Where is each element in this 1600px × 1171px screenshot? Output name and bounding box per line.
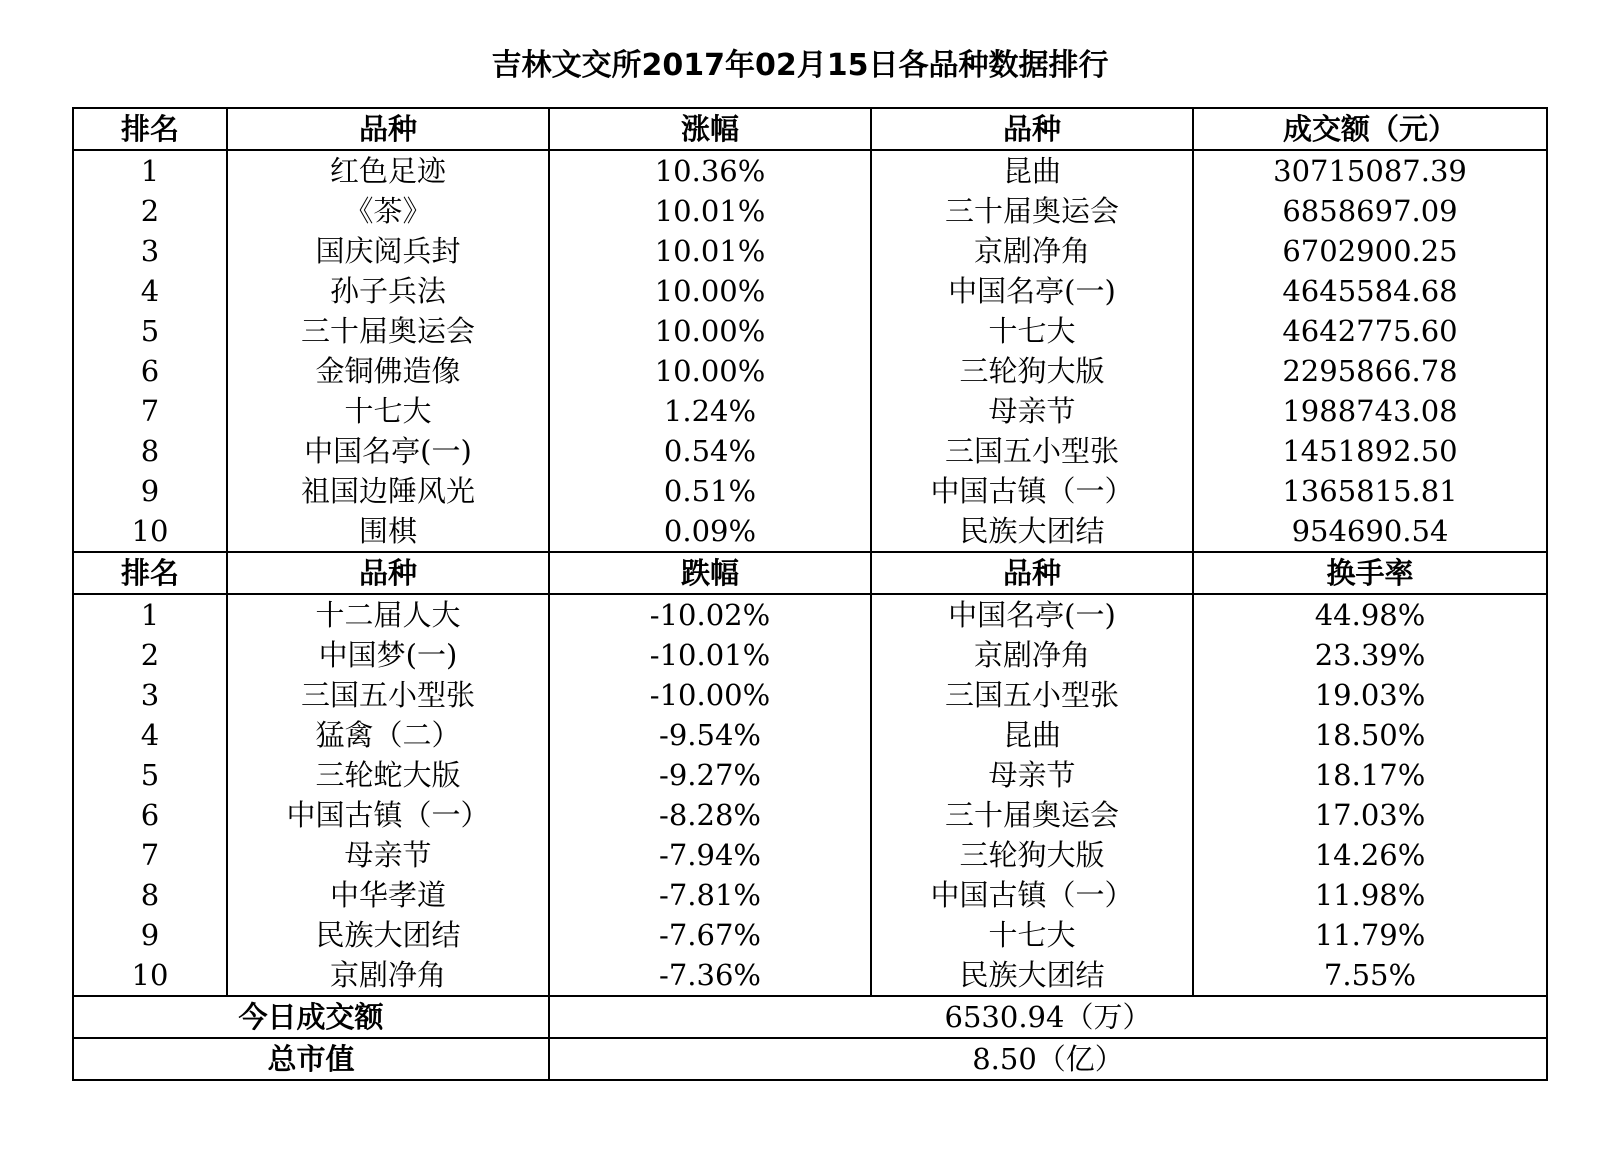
rate-cell: 18.50% <box>1193 715 1547 755</box>
page-title: 吉林文交所2017年02月15日各品种数据排行 <box>491 48 1109 83</box>
variety-cell: 祖国边陲风光 <box>227 471 549 511</box>
variety-cell: 中国名亭(一) <box>227 431 549 471</box>
table-row <box>73 715 1547 755</box>
loss-cell: -8.28% <box>549 795 871 835</box>
variety-cell: 中国名亭(一) <box>871 271 1193 311</box>
variety-cell: 中国名亭(一) <box>871 594 1193 635</box>
turnover-cell: 4642775.60 <box>1193 311 1547 351</box>
header-variety: 品种 <box>227 108 549 150</box>
gain-cell: 10.00% <box>549 351 871 391</box>
rate-cell: 18.17% <box>1193 755 1547 795</box>
rate-cell: 11.79% <box>1193 915 1547 955</box>
table-row <box>73 795 1547 835</box>
rank-cell: 1 <box>140 598 160 632</box>
variety-cell: 中国古镇（一） <box>227 795 549 835</box>
variety-cell: 京剧净角 <box>227 955 549 996</box>
today-turnover-value: 6530.94（万） <box>549 996 1547 1038</box>
turnover-cell: 1988743.08 <box>1193 391 1547 431</box>
header-rank: 排名 <box>73 552 227 594</box>
rank-cell: 4 <box>140 718 160 752</box>
table-row <box>73 231 1547 271</box>
variety-cell: 三十届奥运会 <box>227 311 549 351</box>
variety-cell: 围棋 <box>227 511 549 552</box>
today-turnover-label: 今日成交额 <box>73 996 549 1038</box>
rank-cell: 1 <box>140 154 160 188</box>
variety-cell: 三国五小型张 <box>227 675 549 715</box>
rank-cell: 8 <box>140 878 160 912</box>
variety-cell: 猛禽（二） <box>227 715 549 755</box>
table-row <box>73 755 1547 795</box>
variety-cell: 母亲节 <box>227 835 549 875</box>
market-value-row <box>73 1038 1547 1080</box>
table-row <box>73 431 1547 471</box>
table-row <box>73 351 1547 391</box>
variety-cell: 《茶》 <box>227 191 549 231</box>
gain-cell: 10.00% <box>549 311 871 351</box>
rate-cell: 14.26% <box>1193 835 1547 875</box>
table-row <box>73 471 1547 511</box>
table-row <box>73 191 1547 231</box>
rank-cell: 4 <box>140 274 160 308</box>
variety-cell: 中国古镇（一） <box>871 875 1193 915</box>
today-turnover-row <box>73 996 1547 1038</box>
gain-cell: 0.09% <box>549 511 871 552</box>
loss-cell: -10.01% <box>549 635 871 675</box>
variety-cell: 中国古镇（一） <box>871 471 1193 511</box>
variety-cell: 十七大 <box>227 391 549 431</box>
rate-cell: 11.98% <box>1193 875 1547 915</box>
rate-cell: 17.03% <box>1193 795 1547 835</box>
rank-cell: 9 <box>140 474 160 508</box>
rank-cell: 3 <box>140 234 160 268</box>
gain-cell: 0.51% <box>549 471 871 511</box>
variety-cell: 三国五小型张 <box>871 431 1193 471</box>
variety-cell: 昆曲 <box>871 150 1193 191</box>
variety-cell: 三十届奥运会 <box>871 191 1193 231</box>
rate-cell: 44.98% <box>1193 594 1547 635</box>
gain-cell: 1.24% <box>549 391 871 431</box>
rank-cell: 6 <box>140 354 160 388</box>
table-row <box>73 675 1547 715</box>
loss-cell: -9.27% <box>549 755 871 795</box>
variety-cell: 三轮狗大版 <box>871 351 1193 391</box>
turnover-cell: 954690.54 <box>1193 511 1547 552</box>
rank-cell: 7 <box>140 394 160 428</box>
gain-cell: 10.01% <box>549 231 871 271</box>
header-variety-2: 品种 <box>871 552 1193 594</box>
header-variety-2: 品种 <box>871 108 1193 150</box>
turnover-cell: 30715087.39 <box>1193 150 1547 191</box>
loss-cell: -7.94% <box>549 835 871 875</box>
market-value-label: 总市值 <box>73 1038 549 1080</box>
variety-cell: 三国五小型张 <box>871 675 1193 715</box>
variety-cell: 十二届人大 <box>227 594 549 635</box>
header-rank: 排名 <box>73 108 227 150</box>
loss-cell: -9.54% <box>549 715 871 755</box>
loss-cell: -10.00% <box>549 675 871 715</box>
gain-header-row <box>73 108 1547 150</box>
table-row <box>73 875 1547 915</box>
variety-cell: 三轮蛇大版 <box>227 755 549 795</box>
rank-cell: 2 <box>140 638 160 672</box>
rank-cell: 6 <box>140 798 160 832</box>
table-row <box>73 511 1547 552</box>
turnover-cell: 1365815.81 <box>1193 471 1547 511</box>
loss-cell: -7.67% <box>549 915 871 955</box>
variety-cell: 民族大团结 <box>871 511 1193 552</box>
turnover-cell: 2295866.78 <box>1193 351 1547 391</box>
rate-cell: 7.55% <box>1193 955 1547 996</box>
header-loss: 跌幅 <box>549 552 871 594</box>
rank-cell: 9 <box>140 918 160 952</box>
rank-cell: 2 <box>140 194 160 228</box>
variety-cell: 母亲节 <box>871 755 1193 795</box>
variety-cell: 十七大 <box>871 915 1193 955</box>
loss-cell: -7.36% <box>549 955 871 996</box>
table-row <box>73 391 1547 431</box>
ranking-table <box>72 107 1548 1081</box>
loss-header-row <box>73 552 1547 594</box>
table-row <box>73 915 1547 955</box>
table-row <box>73 311 1547 351</box>
variety-cell: 民族大团结 <box>871 955 1193 996</box>
rank-cell: 5 <box>140 758 160 792</box>
turnover-cell: 1451892.50 <box>1193 431 1547 471</box>
market-value-value: 8.50（亿） <box>549 1038 1547 1080</box>
turnover-cell: 6858697.09 <box>1193 191 1547 231</box>
gain-cell: 0.54% <box>549 431 871 471</box>
rate-cell: 19.03% <box>1193 675 1547 715</box>
turnover-cell: 6702900.25 <box>1193 231 1547 271</box>
rate-cell: 23.39% <box>1193 635 1547 675</box>
variety-cell: 中华孝道 <box>227 875 549 915</box>
variety-cell: 京剧净角 <box>871 231 1193 271</box>
variety-cell: 十七大 <box>871 311 1193 351</box>
rank-cell: 5 <box>140 314 160 348</box>
variety-cell: 孙子兵法 <box>227 271 549 311</box>
loss-cell: -10.02% <box>549 594 871 635</box>
rank-cell: 8 <box>140 434 160 468</box>
variety-cell: 京剧净角 <box>871 635 1193 675</box>
header-variety: 品种 <box>227 552 549 594</box>
table-row <box>73 594 1547 635</box>
table-row <box>73 635 1547 675</box>
variety-cell: 三十届奥运会 <box>871 795 1193 835</box>
gain-cell: 10.36% <box>549 150 871 191</box>
header-turnover-rate: 换手率 <box>1193 552 1547 594</box>
variety-cell: 母亲节 <box>871 391 1193 431</box>
variety-cell: 金铜佛造像 <box>227 351 549 391</box>
variety-cell: 中国梦(一) <box>227 635 549 675</box>
rank-cell: 3 <box>140 678 160 712</box>
variety-cell: 红色足迹 <box>227 150 549 191</box>
variety-cell: 国庆阅兵封 <box>227 231 549 271</box>
variety-cell: 民族大团结 <box>227 915 549 955</box>
turnover-cell: 4645584.68 <box>1193 271 1547 311</box>
header-gain: 涨幅 <box>549 108 871 150</box>
gain-cell: 10.00% <box>549 271 871 311</box>
table-row <box>73 955 1547 996</box>
rank-cell: 7 <box>140 838 160 872</box>
rank-cell: 10 <box>131 958 169 992</box>
table-row <box>73 835 1547 875</box>
rank-cell: 10 <box>73 511 227 552</box>
table-row <box>73 150 1547 191</box>
header-turnover: 成交额（元） <box>1193 108 1547 150</box>
loss-cell: -7.81% <box>549 875 871 915</box>
gain-cell: 10.01% <box>549 191 871 231</box>
variety-cell: 昆曲 <box>871 715 1193 755</box>
variety-cell: 三轮狗大版 <box>871 835 1193 875</box>
table-row <box>73 271 1547 311</box>
